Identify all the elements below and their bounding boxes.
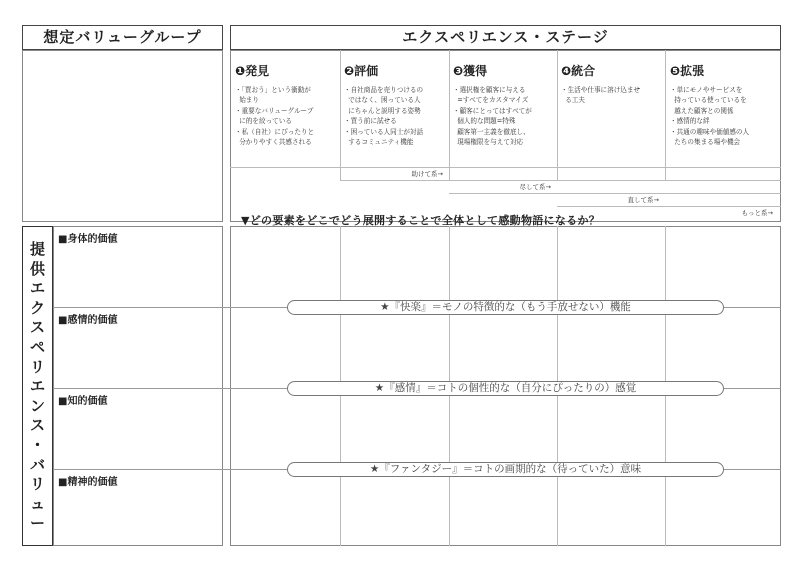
vertical-char: ン [29, 396, 45, 415]
banner-emotion: ★『感情』＝コトの個性的な（自分にぴったりの）感覚 [287, 381, 724, 396]
vertical-char: ペ [29, 337, 45, 356]
stage-title-acquire: ❸獲得 [453, 64, 488, 78]
stage-desc-evaluate: ・自社商品を売りつけるの ではなく、困っている人 にちゃんと説明する姿勢 ・買う前に試せる ・困っている人同士が対話 するコミュニティ機能 [344, 86, 424, 147]
vertical-char: ・ [29, 435, 45, 454]
row-label-physical: ■身体的価値 [58, 234, 118, 245]
stage-divider [340, 50, 341, 180]
row-label-spiritual: ■精神的価値 [58, 477, 118, 488]
vertical-char: リ [29, 357, 45, 376]
helper-label-devote: 尽して系→ [519, 183, 551, 191]
vertical-char: バ [29, 455, 45, 474]
vertical-char: 供 [29, 259, 45, 278]
stage-desc-integrate: ・生活や仕事に溶け込ませ る工夫 [561, 86, 641, 105]
vertical-char: エ [29, 377, 45, 396]
value-group-panel [22, 50, 223, 222]
row-label-intellectual: ■知的価値 [58, 396, 108, 407]
vertical-char: ス [29, 416, 45, 435]
stage-title-integrate: ❹統合 [561, 64, 596, 78]
banner-fantasy: ★『ファンタジー』＝コトの画期的な（待っていた）意味 [287, 462, 724, 477]
vertical-char: リ [29, 475, 45, 494]
helper-label-help: 助けて系→ [411, 170, 443, 178]
stage-divider [665, 50, 666, 180]
vertical-char: ス [29, 318, 45, 337]
banner-pleasure: ★『快楽』＝モノの特徴的な（もう手放せない）機能 [287, 300, 724, 315]
vertical-char: 提 [29, 240, 45, 258]
experience-value-vertical-label [22, 240, 53, 534]
value-labels-panel [53, 226, 223, 546]
helper-label-fix: 直して系→ [627, 196, 659, 204]
stage-desc-extend: ・単にモノやサービスを 持っている使っているを 越えた顧客との関係 ・感情的な絆 ・共通の趣味や価値感の人 たちの集まる場や機会 [670, 86, 750, 147]
guiding-question: ▼どの要素をどこでどう展開することで全体として感動物語になるか？ [241, 214, 601, 227]
helper-divider [557, 206, 781, 207]
stage-divider [449, 50, 450, 180]
helper-divider [230, 167, 781, 168]
helper-divider [340, 180, 781, 181]
stage-desc-acquire: ・選択権を顧客に与える =すべてをカスタマイズ ・顧客にとってはすべてが 個人的な問題=特殊 顧客第一主義を徹底し、 現場権限を与えて対応 [453, 86, 532, 147]
vertical-char: ー [29, 514, 45, 533]
stage-desc-discover: ・「買おう」という衝動が 始まり ・重要なバリューグループ に的を絞っている ・私（自社）にぴったりと 分かりやすく共感される [235, 86, 315, 147]
stage-divider [557, 50, 558, 180]
vertical-char: ュ [29, 494, 45, 513]
stage-title-evaluate: ❷評価 [344, 64, 379, 78]
vertical-char: ク [29, 298, 45, 317]
vertical-char: エ [29, 279, 45, 298]
helper-label-more: もっと系→ [741, 209, 773, 217]
experience-stage-header: エクスペリエンス・ステージ [230, 25, 781, 50]
stage-title-extend: ❺拡張 [670, 64, 705, 78]
value-group-header: 想定バリューグループ [22, 25, 223, 50]
row-label-emotional: ■感情的価値 [58, 315, 118, 326]
stage-title-discover: ❶発見 [235, 64, 270, 78]
helper-divider [449, 193, 781, 194]
